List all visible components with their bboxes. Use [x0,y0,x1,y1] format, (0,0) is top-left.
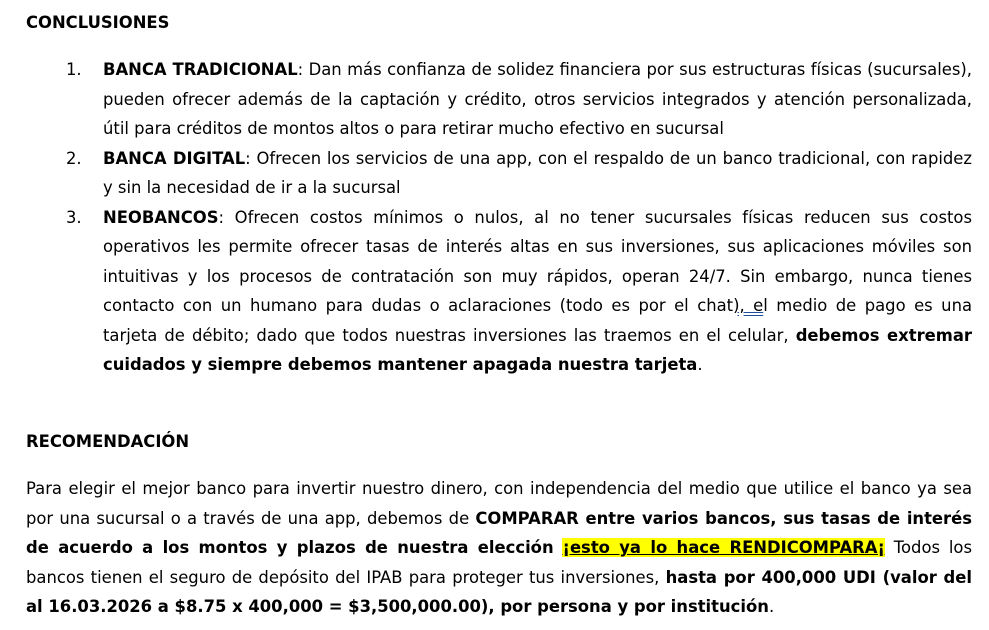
list-text: : Ofrecen costos mínimos o nulos, al no tener sucursales físicas reducen sus costos operativos les permite ofrecer tasas de interés altas en sus inversiones, sus aplicaciones móviles son intuitivas y los procesos de contratación son muy rápidos, operan 24/7. Sin embargo, nunca tienes contacto con un humano para dudas o aclaraciones (todo es por el chat [103,207,972,315]
highlighted-rendicompara: ¡esto ya lo hace RENDICOMPARA¡ [562,538,885,557]
list-text: : Dan más confianza de solidez financiera por sus estructuras físicas (sucursales), pueden ofrecer además de la captación y crédito, otros servicios integrados y atención personalizada, útil para créditos de montos altos o para retirar mucho efectivo en sucursal [103,60,972,138]
recommendation-intro: Para elegir el mejor banco para invertir nuestro dinero, con independencia del medio que utilice el banco ya sea por una sucursal o a través de una app, debemos de [26,479,972,528]
conclusions-heading: CONCLUSIONES [26,13,170,32]
list-text: : Ofrecen los servicios de una app, con el respaldo de un banco tradicional, con rapidez y sin la necesidad de ir a la sucursal [103,148,972,197]
list-end: . [697,355,703,374]
list-item-banca-digital [26,144,972,203]
recommendation-paragraph [26,474,972,622]
grammar-mark: ), e [733,296,764,315]
list-text-continued: l medio de pago es una tarjeta de débito; dado que todos nuestras inversiones las traemos en el celular, [103,296,972,345]
recommendation-middle: Todos los bancos tienen el seguro de depósito del IPAB para proteger tus inversiones, [26,538,972,587]
list-number: 3. [66,207,82,227]
list-term: BANCA DIGITAL [103,148,246,168]
list-term: NEOBANCOS [103,207,219,227]
recommendation-bold-ipab: hasta por 400,000 UDI (valor del al 16.03.2026 a $8.75 x 400,000 = $3,500,000.00), por persona y por institución [26,567,972,616]
recommendation-end: . [768,597,775,616]
recommendation-heading: RECOMENDACIÓN [26,432,190,451]
list-number: 2. [66,148,82,168]
conclusions-list [26,55,972,380]
list-item-neobancos [26,203,972,380]
recommendation-bold-compare: COMPARAR entre varios bancos, sus tasas de interés de acuerdo a los montos y plazos de nuestra elección [26,508,973,557]
list-item-banca-tradicional [26,55,972,144]
list-term: BANCA TRADICIONAL [103,60,298,79]
list-bold-text: debemos extremar cuidados y siempre debemos mantener apagada nuestra tarjeta [103,325,972,374]
list-number: 1. [66,60,82,79]
